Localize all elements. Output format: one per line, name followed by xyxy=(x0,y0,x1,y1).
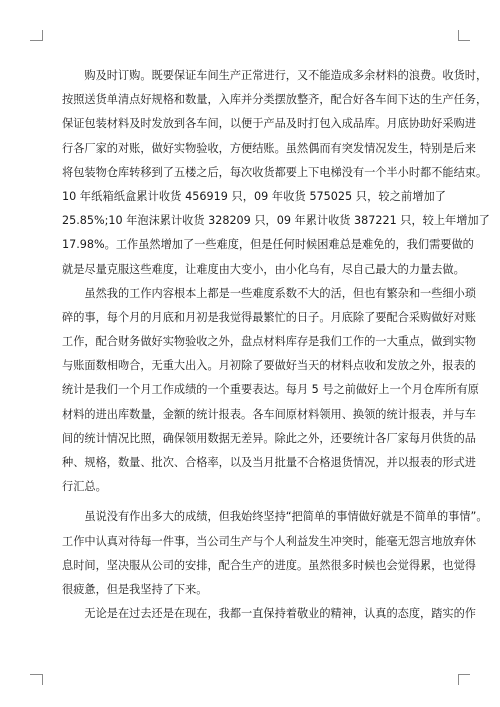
text-line: 购及时订购。既要保证车间生产正常进行，又不能造成多余材料的浪费。收货时， xyxy=(62,69,488,82)
document-body xyxy=(62,64,490,626)
text-line: 保证包装材料及时发放到各车间，以便于产品及时打包入成品库。月底协助好采购进 xyxy=(62,117,476,131)
text-line: 息时间，坚决服从公司的安排，配合生产的进度。虽然很多时候也会觉得累，也觉得 xyxy=(62,558,476,572)
text-line: 行各厂家的对账，做好实物验收，方便结账。虽然偶而有突发情况发生，特别是后来 xyxy=(62,141,476,155)
paragraph xyxy=(62,505,488,602)
text-line: 统计是我们一个月工作成绩的一个重要表达。每月 5 号之前做好上一个月仓库所有原 xyxy=(62,383,479,397)
text-line: 很疲惫，但是我坚持了下来。 xyxy=(62,582,208,596)
text-line: 按照送货单清点好规格和数量，入库并分类摆放整齐，配合好各车间下达的生产任务， xyxy=(62,93,488,107)
text-line: 行汇总。 xyxy=(62,480,107,494)
text-line: 工作，配合财务做好实物验收之外，盘点材料库存是我们工作的一大重点，做到实物 xyxy=(62,335,476,349)
text-line: 虽然我的工作内容根本上都是一些难度系数不大的活，但也有繁杂和一些细小琐 xyxy=(62,286,476,300)
text-line: 10 年纸箱纸盒累计收货 456919 只，09 年收货 575025 只，较之前增加了 xyxy=(62,189,446,203)
text-line: 材料的进出库数量，金额的统计报表。各车间原材料领用、换领的统计报表，并与车 xyxy=(62,407,476,421)
text-line: 虽说没有作出多大的成绩，但我始终坚持“把简单的事情做好就是不简单的事情”。 xyxy=(62,510,488,524)
text-line: 无论是在过去还是在现在，我都一直保持着敬业的精神，认真的态度，踏实的作 xyxy=(62,607,476,621)
text-line: 17.98%。工作虽然增加了一些难度，但是任何时候困难总是难免的，我们需要做的 xyxy=(62,238,474,252)
text-line: 工作中认真对待每一件事，当公司生产与个人利益发生冲突时，能毫无怨言地放弃休 xyxy=(62,534,476,548)
text-line: 将包装物仓库转移到了五楼之后，每次收货都要上下电梯没有一个半小时都不能结束。 xyxy=(62,165,488,179)
text-line: 25.85%;10 年泡沫累计收货 328209 只，09 年累计收货 387221 只，较上年增加了 xyxy=(62,214,490,228)
text-line: 种、规格，数量、批次、合格率，以及当月批量不合格退货情况，并以报表的形式进 xyxy=(62,456,476,469)
text-line: 与账面数相吻合，无重大出入。月初除了要做好当天的材料点收和发放之外，报表的 xyxy=(62,359,476,373)
text-line: 就是尽量克服这些难度，让难度由大变小，由小化乌有，尽自己最大的力量去做。 xyxy=(62,262,465,276)
text-line: 碎的事，每个月的月底和月初是我觉得最繁忙的日子。月底除了要配合采购做好对账 xyxy=(62,310,476,324)
text-line: 间的统计情况比照，确保领用数据无差异。除此之外，还要统计各厂家每月供货的品 xyxy=(62,431,476,445)
paragraph xyxy=(62,602,476,626)
paragraph xyxy=(62,64,490,282)
paragraph xyxy=(62,282,479,500)
